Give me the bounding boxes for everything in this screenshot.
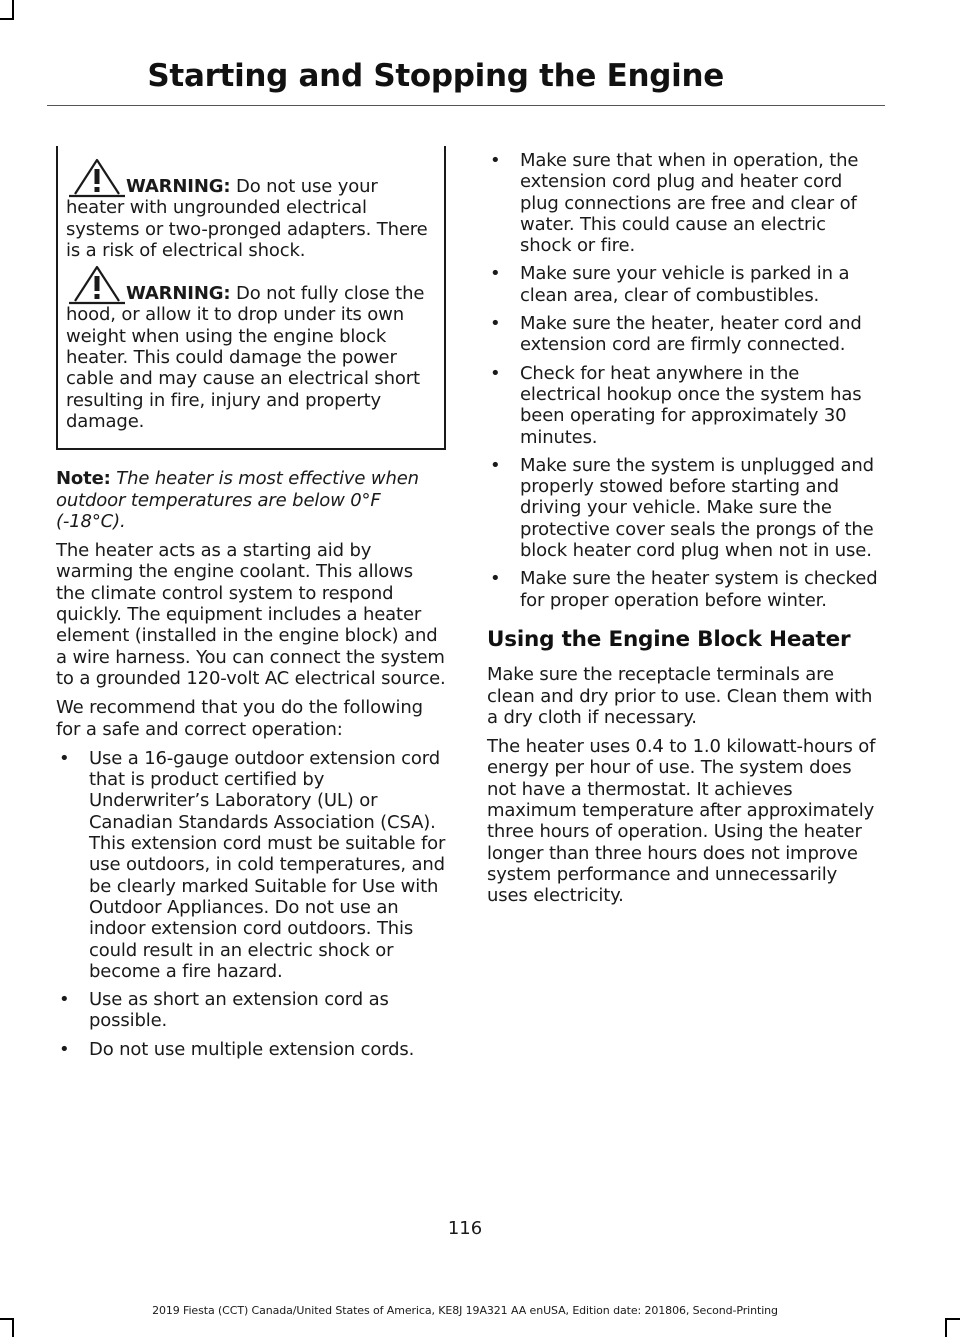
warning-1	[66, 176, 438, 261]
crop-mark	[12, 1318, 14, 1337]
header-divider	[47, 105, 885, 106]
crop-mark	[12, 0, 14, 18]
bullet-list	[56, 748, 446, 1060]
warning-triangle-icon	[69, 156, 125, 198]
note	[56, 468, 446, 532]
paragraph: Make sure the receptacle terminals are clean and dry prior to use. Clean them with a dry cloth if necessary.	[487, 664, 873, 728]
list-item: • Do not use multiple extension cords.	[56, 1039, 446, 1060]
page-title: Starting and Stopping the Engine	[147, 58, 724, 94]
note-text: The heater is most effective when outdoor temperatures are below 0°F (-18°C).	[56, 468, 419, 532]
note-label: Note:	[56, 468, 111, 490]
list-item: • Use as short an extension cord as possible.	[56, 989, 446, 1032]
paragraph: We recommend that you do the following for a safe and correct operation:	[56, 697, 423, 740]
list-item: • Check for heat anywhere in the electrical hookup once the system has been operating for approximately 30 minutes.	[487, 363, 879, 448]
warning-triangle-icon	[69, 263, 125, 305]
warning-box	[56, 146, 446, 450]
warning-2	[66, 283, 438, 432]
list-item: • Make sure the heater, heater cord and extension cord are firmly connected.	[487, 313, 879, 356]
paragraph: The heater uses 0.4 to 1.0 kilowatt-hours of energy per hour of use. The system does not have a thermostat. It achieves maximum temperature after approximately three hours of operation. Using the heater longer than three hours does not improve system performance and unnecessarily uses electricity.	[487, 736, 876, 907]
warning-text: Do not use your heater with ungrounded electrical systems or two-pronged adapters. There is a risk of electrical shock.	[66, 176, 428, 261]
crop-mark	[945, 1318, 960, 1320]
page-number: 116	[447, 1218, 483, 1239]
crop-mark	[0, 18, 14, 20]
footer-edition-info: 2019 Fiesta (CCT) Canada/United States of America, KE8J 19A321 AA enUSA, Edition date: 201806, Second-Printing	[152, 1304, 778, 1317]
right-column	[487, 150, 879, 915]
list-item: • Make sure your vehicle is parked in a clean area, clear of combustibles.	[487, 263, 879, 306]
crop-mark	[0, 1318, 14, 1320]
paragraph: The heater acts as a starting aid by warming the engine coolant. This allows the climate control system to respond quickly. The equipment includes a heater element (installed in the engine block) and a wire harness. You can connect the system to a grounded 120-volt AC electrical source.	[56, 540, 446, 689]
bullet-list	[487, 150, 879, 611]
list-item: • Make sure the system is unplugged and properly stowed before starting and driving your vehicle. Make sure the protective cover seals the prongs of the block heater cord plug when not in use.	[487, 455, 879, 561]
list-item: • Make sure the heater system is checked for proper operation before winter.	[487, 568, 879, 611]
section-heading: Using the Engine Block Heater	[487, 626, 851, 652]
list-item: • Make sure that when in operation, the extension cord plug and heater cord plug connections are free and clear of water. This could cause an electric shock or fire.	[487, 150, 879, 256]
warning-label: WARNING:	[126, 283, 231, 305]
left-column	[56, 146, 446, 1068]
warning-label: WARNING:	[126, 176, 231, 197]
crop-mark	[945, 1318, 947, 1337]
warning-text: Do not fully close the hood, or allow it to drop under its own weight when using the engine block heater. This could damage the power cable and may cause an electrical short resulting in fire, injury and property damage.	[66, 283, 425, 432]
list-item: • Use a 16-gauge outdoor extension cord that is product certified by Underwriter’s Laboratory (UL) or Canadian Standards Association (CSA). This extension cord must be suitable for use outdoors, in cold temperatures, and be clearly marked Suitable for Use with Outdoor Appliances. Do not use an indoor extension cord outdoors. This could result in an electric shock or become a fire hazard.	[56, 748, 446, 982]
